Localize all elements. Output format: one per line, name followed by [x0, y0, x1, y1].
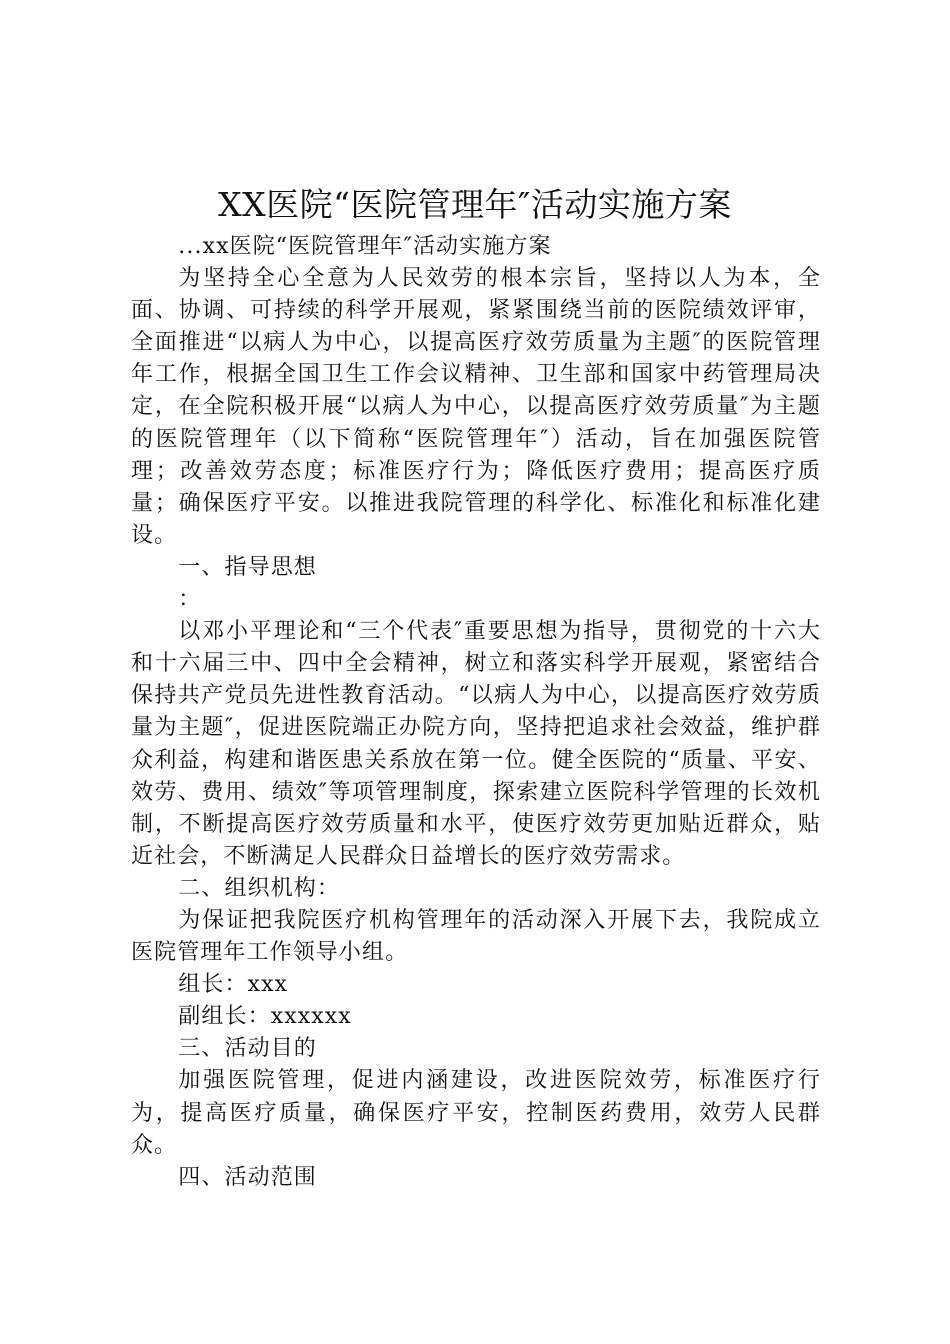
subtitle-line: ...xx医院“医院管理年″活动实施方案	[178, 234, 552, 259]
colon-line: ：	[178, 587, 202, 613]
section-heading-organization: 二、组织机构：	[178, 875, 340, 901]
purpose-paragraph: 加强医院管理，促进内涵建设，改进医院效劳，标准医疗行为，提高医疗质量，确保医疗平安，控制医药费用，效劳人民群众。	[131, 1068, 821, 1158]
section-heading-scope: 四、活动范围	[178, 1164, 317, 1190]
intro-paragraph: 为坚持全心全意为人民效劳的根本宗旨，坚持以人为本，全面、协调、可持续的科学开展观，紧紧围绕当前的医院绩效评审，全面推进“以病人为中心，以提高医疗效劳质量为主题″的医院管理年工作，根据全国卫生工作会议精神、卫生部和国家中药管理局决定，在全院积极开展“以病人为中心，以提高医疗效劳质量″为主题的医院管理年（以下简称“医院管理年″）活动，旨在加强医院管理；改善效劳态度；标准医疗行为；降低医疗费用；提高医疗质量；确保医疗平安。以推进我院管理的科学化、标准化和标准化建设。	[131, 266, 821, 548]
section-heading-guiding-thought: 一、指导思想	[178, 554, 317, 580]
document-body	[131, 231, 821, 1194]
organization-paragraph: 为保证把我院医疗机构管理年的活动深入开展下去，我院成立医院管理年工作领导小组。	[131, 907, 821, 966]
deputy-leader-line: 副组长：xxxxxx	[178, 1004, 352, 1030]
guiding-thought-paragraph: 以邓小平理论和“三个代表″重要思想为指导，贯彻党的十六大和十六届三中、四中全会精神，树立和落实科学开展观，紧密结合保持共产党员先进性教育活动。“以病人为中心，以提高医疗效劳质量为主题″，促进医院端正办院方向，坚持把追求社会效益，维护群众利益，构建和谐医患关系放在第一位。健全医院的“质量、平安、效劳、费用、绩效″等项管理制度，探索建立医院科学管理的长效机制，不断提高医疗效劳质量和水平，使医疗效劳更加贴近群众，贴近社会，不断满足人民群众日益增长的医疗效劳需求。	[131, 619, 821, 869]
section-heading-purpose: 三、活动目的	[178, 1036, 317, 1062]
team-leader-line: 组长：xxx	[178, 972, 289, 998]
document-title: XX医院“医院管理年″活动实施方案	[218, 185, 732, 224]
